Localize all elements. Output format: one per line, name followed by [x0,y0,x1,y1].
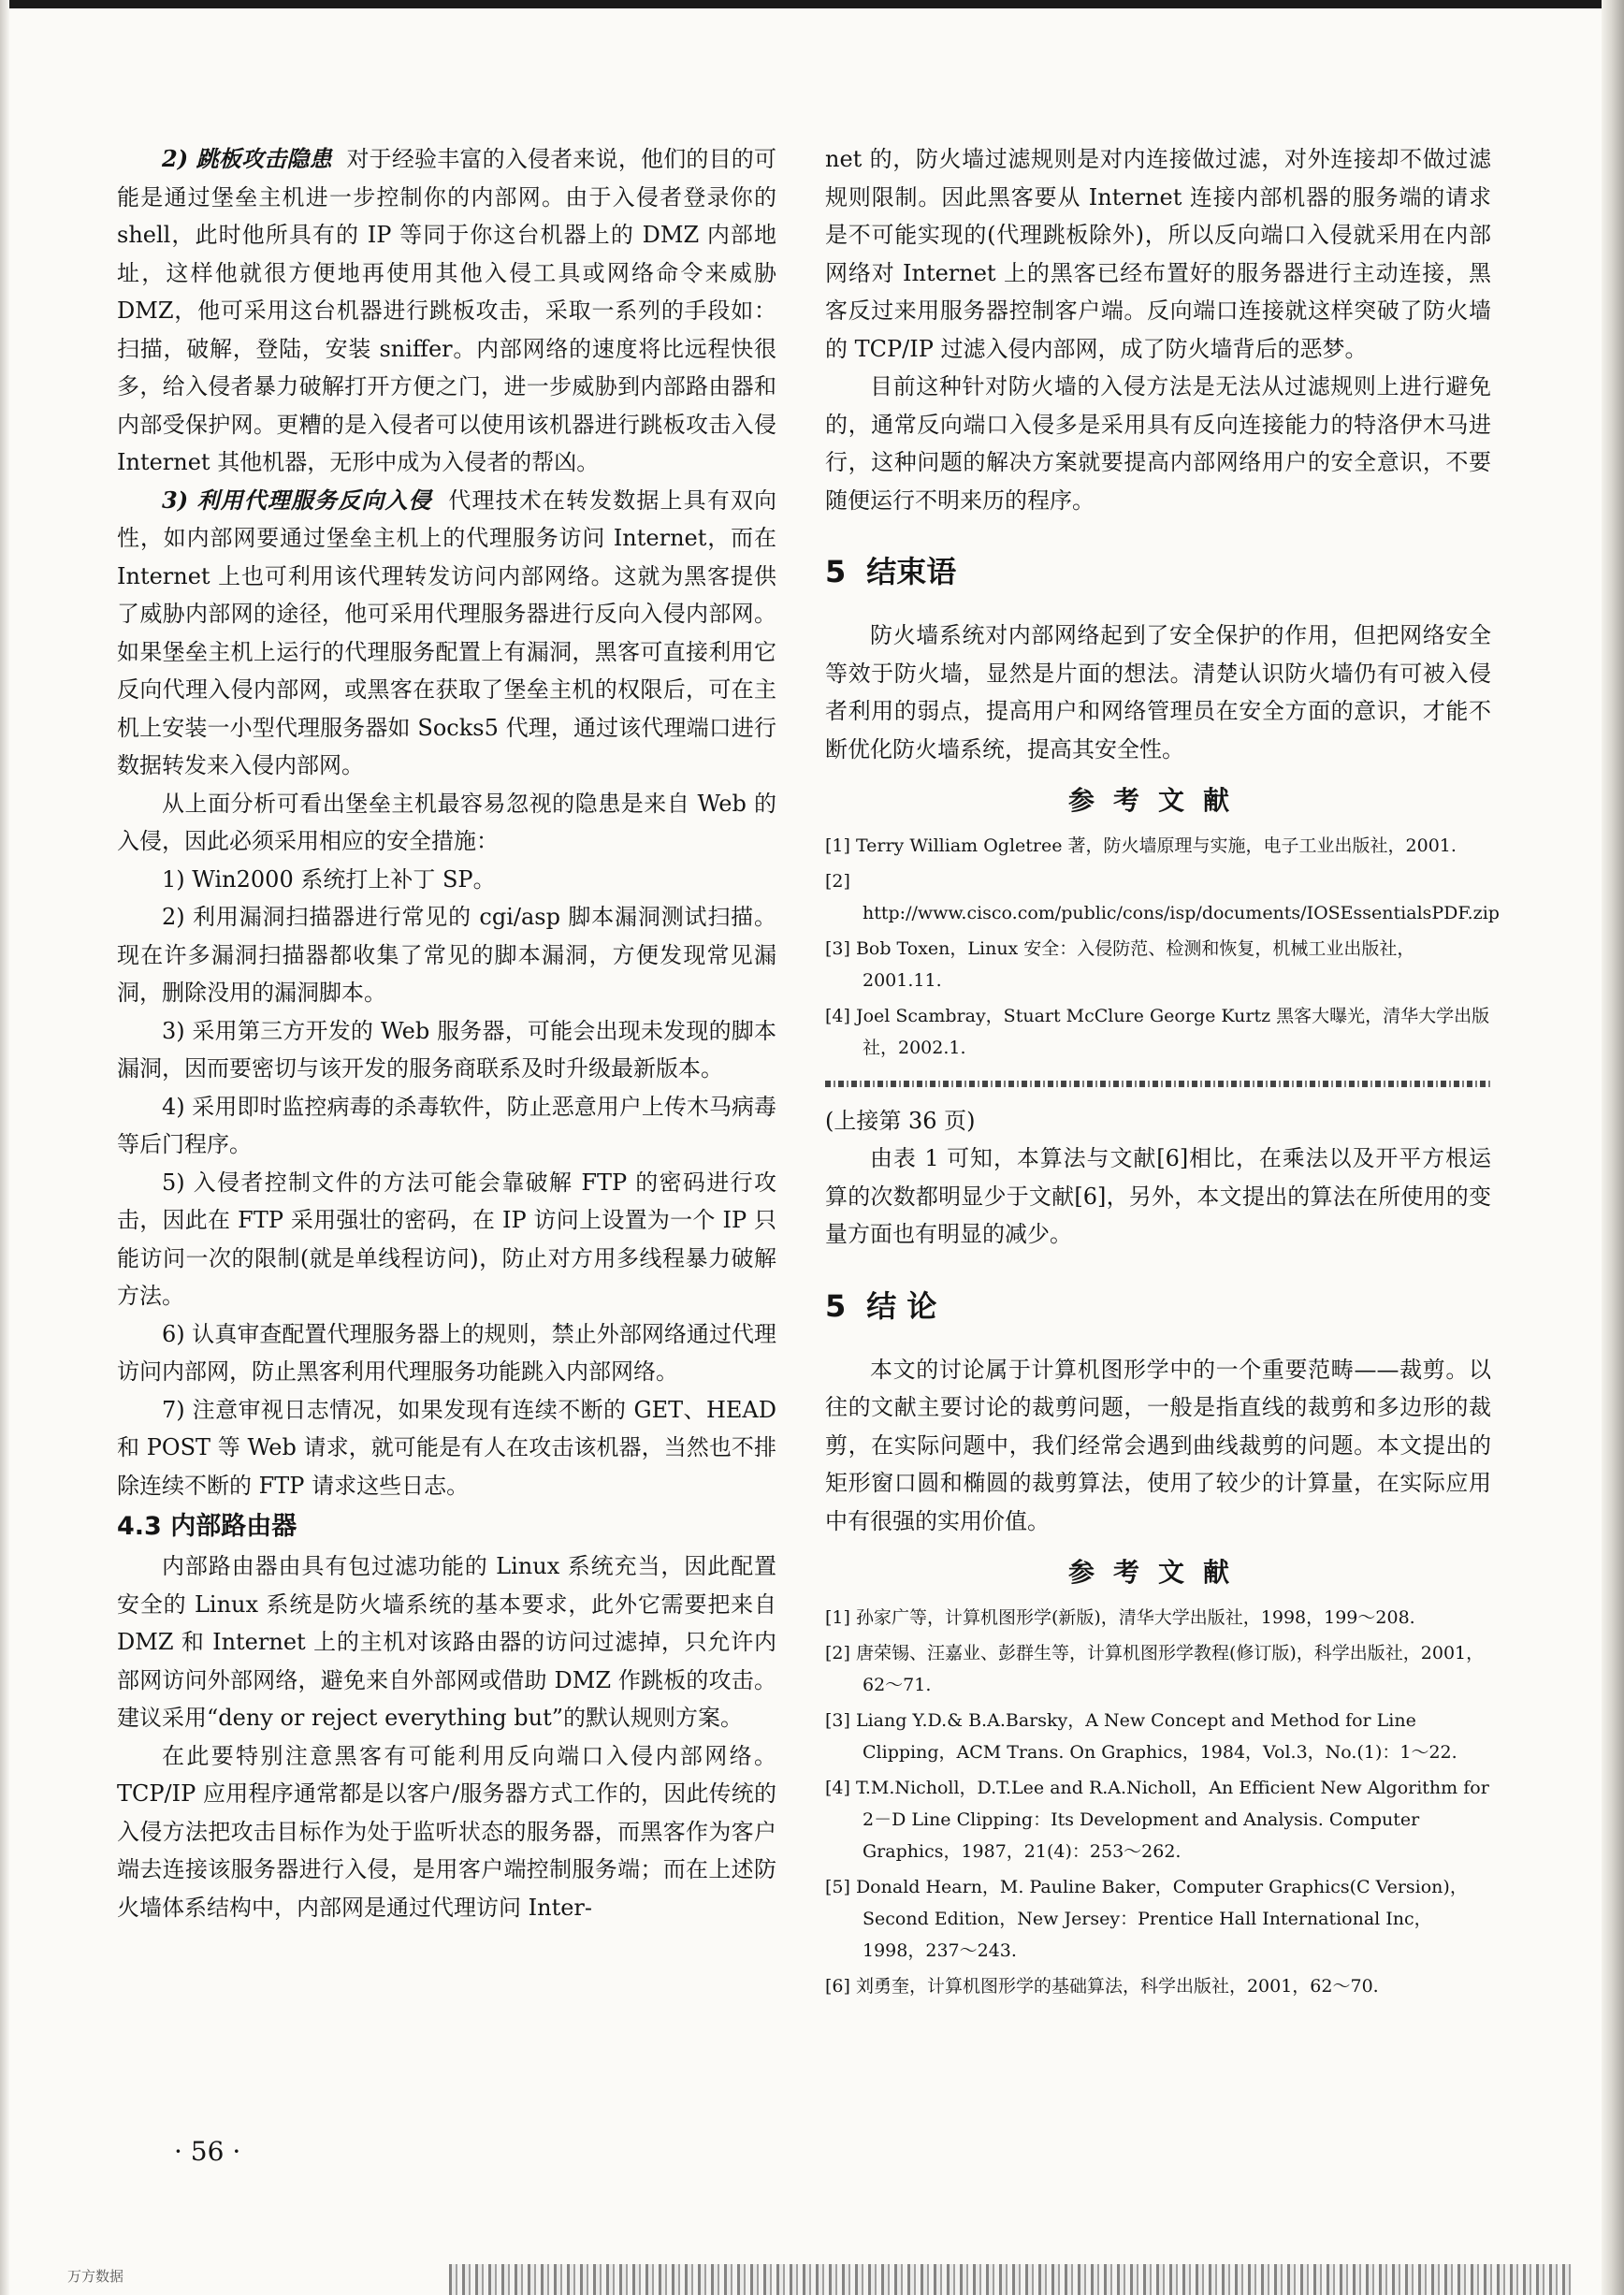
paragraph-proxy [117,482,776,785]
run-in-heading: 2) 跳板攻击隐患 [162,145,332,172]
left-column [117,140,776,1926]
references-title: 参考文献 [1067,785,1248,816]
page-number: · 56 · [174,2136,241,2167]
paragraph-internal-router: 内部路由器由具有包过滤功能的 Linux 系统充当，因此配置安全的 Linux 系统是防火墙系统的基本要求，此外它需要把来自 DMZ 和 Internet 上的主机对该路由器的访问过滤掉，只允许内部网访问外部网络，避免来自外部网或借助 DMZ 作跳板的攻击。建议采用“deny or reject everything but”的默认规则方案。 [117,1553,776,1731]
section-heading-conclusion [825,551,1491,592]
reference-item: [2] 唐荣锡、汪嘉业、彭群生等，计算机图形学教程(修订版)，科学出版社，2001，62～71. [825,1643,1485,1695]
references-list [825,830,1500,1064]
paragraph-solution: 目前这种针对防火墙的入侵方法是无法从过滤规则上进行避免的，通常反向端口入侵多是采用具有反向连接能力的特洛伊木马进行，这种问题的解决方案就要提高内部网络用户的安全意识，不要随便运行不明来历的程序。 [825,373,1491,514]
paragraph-conclusion: 防火墙系统对内部网络起到了安全保护的作用，但把网络安全等效于防火墙，显然是片面的想法。清楚认识防火墙仍有可被入侵者利用的弱点，提高用户和网络管理员在安全方面的意识，才能不断优化防火墙系统，提高其安全性。 [825,622,1491,763]
section-number: 5 [825,1287,847,1324]
measure-1: 1) Win2000 系统打上补丁 SP。 [162,865,496,893]
section-heading-summary [825,1285,1491,1327]
measure-5: 5) 入侵者控制文件的方法可能会靠破解 FTP 的密码进行攻击，因此在 FTP 采用强壮的密码，在 IP 访问上设置为一个 IP 只能访问一次的限制(就是单线程访问)，防止对方用多线程暴力破解方法。 [117,1169,776,1309]
paragraph-reverse-port: 在此要特别注意黑客有可能利用反向端口入侵内部网络。TCP/IP 应用程序通常都是以客户/服务器方式工作的，因此传统的入侵方法把攻击目标作为处于监听状态的服务器，而黑客作为客户端去连接该服务器进行入侵，是用客户端控制服务端；而在上述防火墙体系结构中，内部网是通过代理访问 Inter- [117,1742,776,1921]
paragraph-springboard [117,140,776,482]
measure-6: 6) 认真审查配置代理服务器上的规则，禁止外部网络通过代理访问内部网，防止黑客利用代理服务功能跳入内部网络。 [117,1320,776,1385]
reference-item: [4] Joel Scambray，Stuart McClure George Kurtz 黑客大曝光，清华大学出版社，2002.1. [825,1006,1490,1058]
article-divider [825,1081,1491,1087]
reference-item: [4] T.M.Nicholl，D.T.Lee and R.A.Nicholl，An Efficient New Algorithm for 2－D Line Clipping：Its Development and Analysis. Computer Graphics，1987，21(4)：253～262. [825,1778,1489,1862]
reference-item: [1] 孙家广等，计算机图形学(新版)，清华大学出版社，1998，199～208. [825,1607,1415,1628]
run-in-heading: 3) 利用代理服务反向入侵 [162,486,432,514]
measure-3: 3) 采用第三方开发的 Web 服务器，可能会出现未发现的脚本漏洞，因而要密切与该开发的服务商联系及时升级最新版本。 [117,1017,776,1082]
paragraph-text: 对于经验丰富的入侵者来说，他们的目的可能是通过堡垒主机进一步控制你的内部网。由于入侵者登录你的 shell，此时他所具有的 IP 等同于你这台机器上的 DMZ 内部地址，这样他就很方便地再使用其他入侵工具或网络命令来威胁 DMZ，他可采用这台机器进行跳板攻击，采取一系列的手段如：扫描，破解，登陆，安装 sniffer。内部网络的速度将比远程快很多，给入侵者暴力破解打开方便之门，进一步威胁到内部路由器和内部受保护网。更糟的是入侵者可以使用该机器进行跳板攻击入侵 Internet 其他机器，无形中成为入侵者的帮凶。 [117,146,776,475]
paragraph-text: 代理技术在转发数据上具有双向性，如内部网要通过堡垒主机上的代理服务访问 Internet，而在 Internet 上也可利用该代理转发访问内部网络。这就为黑客提供了威胁内部网的途径，他可采用代理服务器进行反向入侵内部网。如果堡垒主机上运行的代理服务配置上有漏洞，黑客可直接利用它反向代理入侵内部网，或黑客在获取了堡垒主机的权限后，可在主机上安装一小型代理服务器如 Socks5 代理，通过该代理端口进行数据转发来入侵内部网。 [117,487,776,778]
reference-item: [2] http://www.cisco.com/public/cons/isp/documents/IOSEssentialsPDF.zip [825,871,1500,923]
section-title: 结 论 [866,1287,937,1324]
source-watermark: 万方数据 [67,2268,124,2285]
measure-4: 4) 采用即时监控病毒的杀毒软件，防止恶意用户上传木马病毒等后门程序。 [117,1093,776,1157]
reference-item: [1] Terry William Ogletree 著，防火墙原理与实施，电子工业出版社，2001. [825,835,1457,856]
paragraph-continued: net 的，防火墙过滤规则是对内连接做过滤，对外连接却不做过滤规则限制。因此黑客要从 Internet 连接内部机器的服务端的请求是不可能实现的(代理跳板除外)，所以反向端口入侵就采用在内部网络对 Internet 上的黑客已经布置好的服务器进行主动连接，黑客反过来用服务器控制客户端。反向端口连接就这样突破了防火墙的 TCP/IP 过滤入侵内部网，成了防火墙背后的恶梦。 [825,146,1491,362]
measure-2: 2) 利用漏洞扫描器进行常见的 cgi/asp 脚本漏洞测试扫描。现在许多漏洞扫描器都收集了常见的脚本漏洞，方便发现常见漏洞，删除没用的漏洞脚本。 [117,904,776,1006]
top-rule [0,0,1624,8]
paragraph-analysis: 从上面分析可看出堡垒主机最容易忽视的隐患是来自 Web 的入侵，因此必须采用相应的安全措施： [117,790,776,854]
section-number: 5 [825,554,847,589]
reference-item: [6] 刘勇奎，计算机图形学的基础算法，科学出版社，2001，62～70. [825,1976,1379,1997]
right-column [825,140,1500,2006]
section-heading-4-3: 4.3 内部路由器 [117,1512,297,1541]
references-list [825,1602,1491,2002]
paragraph-table-comparison: 由表 1 可知，本算法与文献[6]相比，在乘法以及开平方根运算的次数都明显少于文献[6]，另外，本文提出的算法在所使用的变量方面也有明显的减少。 [825,1145,1491,1247]
measure-7: 7) 注意审视日志情况，如果发现有连续不断的 GET、HEAD 和 POST 等 Web 请求，就可能是有人在攻击该机器，当然也不排除连续不断的 FTP 请求这些日志。 [117,1396,776,1499]
section-title: 结束语 [866,554,957,589]
reference-item: [5] Donald Hearn，M. Pauline Baker，Computer Graphics(C Version)，Second Edition，New Jersey：Prentice Hall International Inc，1998，237～243. [825,1877,1468,1961]
reference-item: [3] Bob Toxen，Linux 安全：入侵防范、检测和恢复，机械工业出版社，2001.11. [825,938,1415,991]
scan-bottom-noise [449,2264,1572,2295]
scan-left-edge [0,0,9,2295]
continuation-label: (上接第 36 页) [825,1108,976,1134]
reference-item: [3] Liang Y.D.& B.A.Barsky，A New Concept and Method for Line Clipping，ACM Trans. On Graphics，1984，Vol.3，No.(1)：1～22. [825,1710,1457,1763]
references-title: 参考文献 [1067,1557,1248,1588]
paragraph-summary: 本文的讨论属于计算机图形学中的一个重要范畴——裁剪。以往的文献主要讨论的裁剪问题，一般是指直线的裁剪和多边形的裁剪，在实际问题中，我们经常会遇到曲线裁剪的问题。本文提出的矩形窗口圆和椭圆的裁剪算法，使用了较少的计算量，在实际应用中有很强的实用价值。 [825,1356,1491,1534]
scan-right-edge [1602,0,1624,2295]
